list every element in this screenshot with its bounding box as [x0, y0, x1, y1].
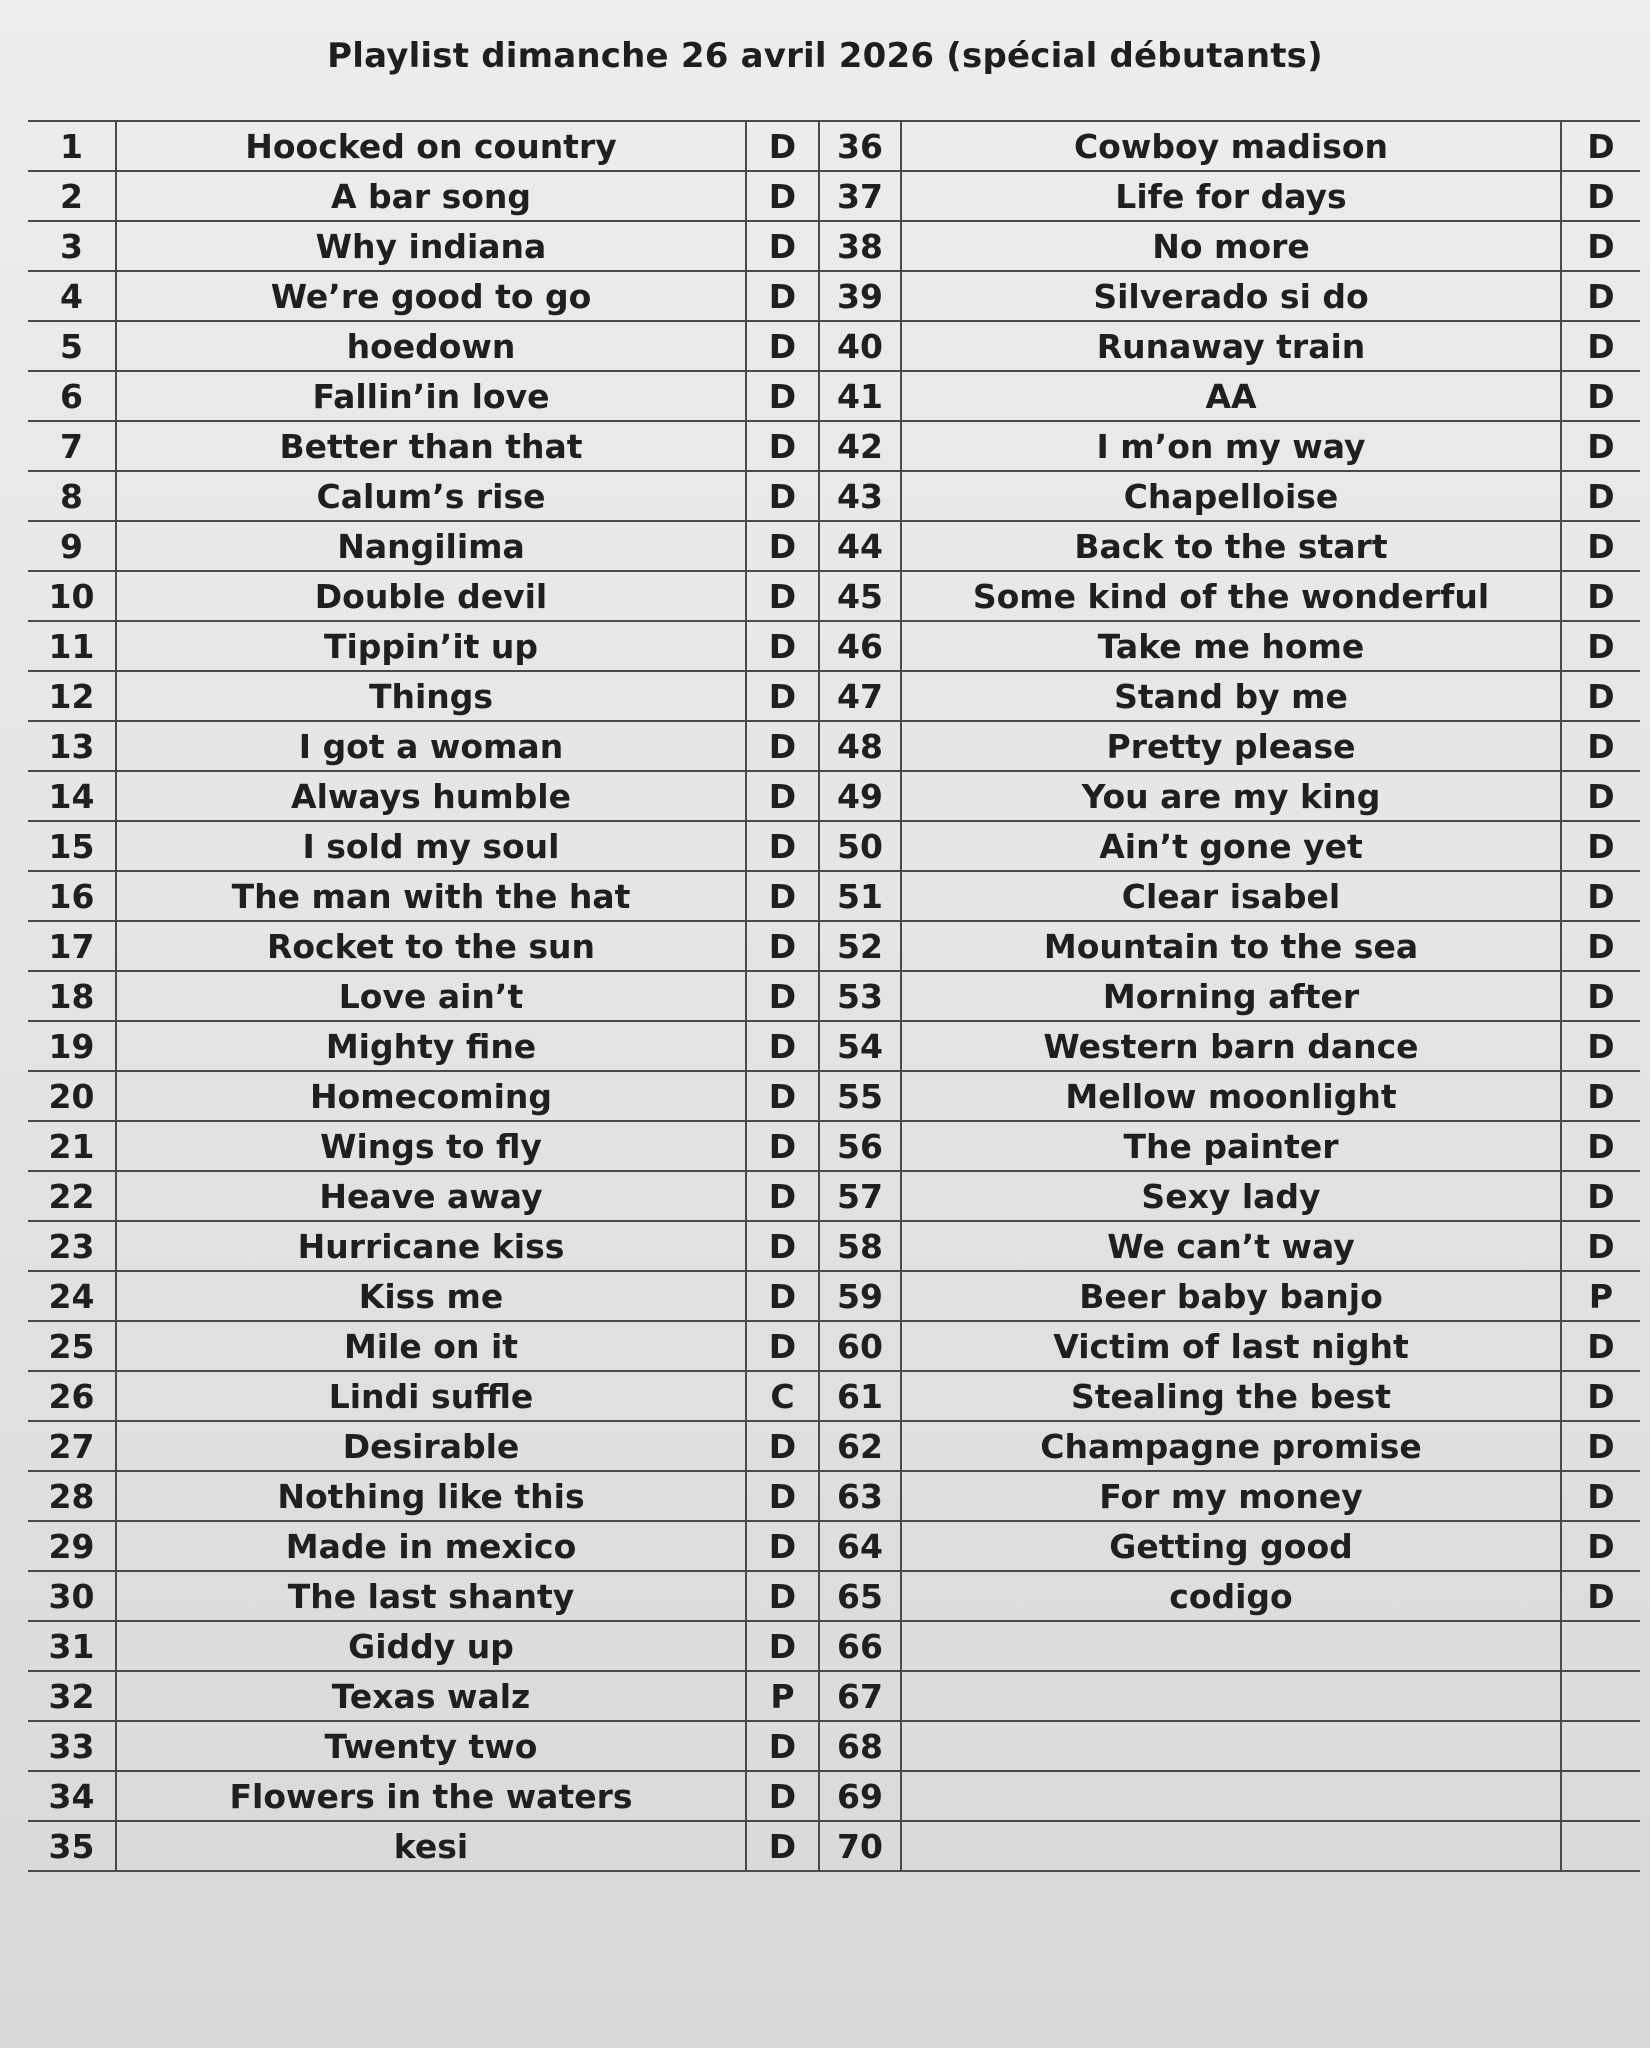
- level-code-left: D: [746, 371, 819, 421]
- table-row: [28, 1621, 1640, 1671]
- song-title-left: I sold my soul: [116, 821, 746, 871]
- song-number-right: 67: [819, 1671, 901, 1721]
- song-title-left: Always humble: [116, 771, 746, 821]
- song-title-left: Twenty two: [116, 1721, 746, 1771]
- table-row: [28, 1121, 1640, 1171]
- song-title-right: Some kind of the wonderful: [901, 571, 1561, 621]
- song-number-right: 46: [819, 621, 901, 671]
- song-number-right: 47: [819, 671, 901, 721]
- song-number-left: 28: [28, 1471, 116, 1521]
- table-row: [28, 371, 1640, 421]
- level-code-left: D: [746, 1821, 819, 1871]
- song-number-left: 18: [28, 971, 116, 1021]
- level-code-left: D: [746, 1221, 819, 1271]
- level-code-left: D: [746, 1621, 819, 1671]
- song-number-left: 25: [28, 1321, 116, 1371]
- song-title-right: [901, 1721, 1561, 1771]
- level-code-right: D: [1561, 571, 1640, 621]
- song-number-right: 61: [819, 1371, 901, 1421]
- song-title-right: The painter: [901, 1121, 1561, 1171]
- level-code-right: D: [1561, 1471, 1640, 1521]
- table-row: [28, 171, 1640, 221]
- level-code-right: D: [1561, 271, 1640, 321]
- table-row: [28, 121, 1640, 171]
- level-code-left: D: [746, 1021, 819, 1071]
- song-number-right: 38: [819, 221, 901, 271]
- level-code-left: D: [746, 1421, 819, 1471]
- table-row: [28, 871, 1640, 921]
- song-title-left: I got a woman: [116, 721, 746, 771]
- song-title-left: Why indiana: [116, 221, 746, 271]
- song-title-right: Life for days: [901, 171, 1561, 221]
- table-row: [28, 771, 1640, 821]
- table-row: [28, 521, 1640, 571]
- song-title-right: Runaway train: [901, 321, 1561, 371]
- level-code-right: D: [1561, 1121, 1640, 1171]
- song-title-left: Hurricane kiss: [116, 1221, 746, 1271]
- song-title-right: Getting good: [901, 1521, 1561, 1571]
- table-row: [28, 1671, 1640, 1721]
- song-number-right: 55: [819, 1071, 901, 1121]
- level-code-right: D: [1561, 1371, 1640, 1421]
- song-number-right: 54: [819, 1021, 901, 1071]
- song-number-left: 15: [28, 821, 116, 871]
- playlist-body: [28, 121, 1640, 1871]
- level-code-left: D: [746, 1171, 819, 1221]
- level-code-right: D: [1561, 471, 1640, 521]
- table-row: [28, 1521, 1640, 1571]
- song-number-left: 1: [28, 121, 116, 171]
- level-code-right: D: [1561, 171, 1640, 221]
- level-code-right: D: [1561, 1571, 1640, 1621]
- song-title-right: I m’on my way: [901, 421, 1561, 471]
- song-title-right: Sexy lady: [901, 1171, 1561, 1221]
- song-number-right: 60: [819, 1321, 901, 1371]
- song-number-left: 7: [28, 421, 116, 471]
- song-number-right: 41: [819, 371, 901, 421]
- level-code-left: D: [746, 1321, 819, 1371]
- level-code-left: D: [746, 621, 819, 671]
- level-code-right: D: [1561, 1521, 1640, 1571]
- song-title-right: You are my king: [901, 771, 1561, 821]
- song-number-right: 69: [819, 1771, 901, 1821]
- song-number-left: 2: [28, 171, 116, 221]
- song-number-right: 36: [819, 121, 901, 171]
- song-title-right: Mountain to the sea: [901, 921, 1561, 971]
- level-code-right: D: [1561, 521, 1640, 571]
- song-number-left: 19: [28, 1021, 116, 1071]
- table-row: [28, 1571, 1640, 1621]
- song-title-right: Take me home: [901, 621, 1561, 671]
- song-title-right: Stealing the best: [901, 1371, 1561, 1421]
- song-title-left: Mighty fine: [116, 1021, 746, 1071]
- song-title-right: No more: [901, 221, 1561, 271]
- song-title-left: Desirable: [116, 1421, 746, 1471]
- song-title-right: Morning after: [901, 971, 1561, 1021]
- level-code-left: P: [746, 1671, 819, 1721]
- table-row: [28, 1271, 1640, 1321]
- song-number-right: 52: [819, 921, 901, 971]
- level-code-left: D: [746, 1721, 819, 1771]
- song-title-right: codigo: [901, 1571, 1561, 1621]
- song-title-right: [901, 1771, 1561, 1821]
- song-number-left: 13: [28, 721, 116, 771]
- level-code-right: [1561, 1671, 1640, 1721]
- song-title-right: Ain’t gone yet: [901, 821, 1561, 871]
- song-title-left: Kiss me: [116, 1271, 746, 1321]
- song-title-right: Back to the start: [901, 521, 1561, 571]
- song-title-left: Hoocked on country: [116, 121, 746, 171]
- table-row: [28, 221, 1640, 271]
- song-number-left: 4: [28, 271, 116, 321]
- song-number-left: 16: [28, 871, 116, 921]
- song-title-right: Champagne promise: [901, 1421, 1561, 1471]
- song-title-left: Made in mexico: [116, 1521, 746, 1571]
- song-title-left: Heave away: [116, 1171, 746, 1221]
- song-number-right: 59: [819, 1271, 901, 1321]
- song-number-right: 48: [819, 721, 901, 771]
- song-number-left: 3: [28, 221, 116, 271]
- level-code-right: D: [1561, 371, 1640, 421]
- level-code-left: D: [746, 1071, 819, 1121]
- table-row: [28, 1071, 1640, 1121]
- level-code-right: D: [1561, 321, 1640, 371]
- table-row: [28, 1221, 1640, 1271]
- song-title-left: Double devil: [116, 571, 746, 621]
- song-number-left: 33: [28, 1721, 116, 1771]
- level-code-left: D: [746, 421, 819, 471]
- song-number-left: 11: [28, 621, 116, 671]
- level-code-right: D: [1561, 221, 1640, 271]
- song-title-left: A bar song: [116, 171, 746, 221]
- song-title-right: For my money: [901, 1471, 1561, 1521]
- level-code-right: P: [1561, 1271, 1640, 1321]
- level-code-left: D: [746, 221, 819, 271]
- table-row: [28, 1471, 1640, 1521]
- level-code-right: D: [1561, 1321, 1640, 1371]
- table-row: [28, 321, 1640, 371]
- song-title-left: The man with the hat: [116, 871, 746, 921]
- table-row: [28, 271, 1640, 321]
- song-number-left: 26: [28, 1371, 116, 1421]
- song-number-right: 57: [819, 1171, 901, 1221]
- table-row: [28, 1421, 1640, 1471]
- song-number-right: 49: [819, 771, 901, 821]
- level-code-left: D: [746, 521, 819, 571]
- level-code-left: D: [746, 1521, 819, 1571]
- song-number-right: 37: [819, 171, 901, 221]
- song-title-left: Rocket to the sun: [116, 921, 746, 971]
- song-number-left: 30: [28, 1571, 116, 1621]
- level-code-left: D: [746, 821, 819, 871]
- song-title-right: Cowboy madison: [901, 121, 1561, 171]
- level-code-right: D: [1561, 121, 1640, 171]
- table-row: [28, 921, 1640, 971]
- table-row: [28, 621, 1640, 671]
- table-row: [28, 1021, 1640, 1071]
- level-code-right: D: [1561, 1171, 1640, 1221]
- song-number-right: 56: [819, 1121, 901, 1171]
- song-number-left: 34: [28, 1771, 116, 1821]
- song-title-right: Stand by me: [901, 671, 1561, 721]
- song-title-right: [901, 1621, 1561, 1671]
- page-title: Playlist dimanche 26 avril 2026 (spécial débutants): [327, 36, 1323, 76]
- level-code-right: [1561, 1721, 1640, 1771]
- level-code-left: D: [746, 1571, 819, 1621]
- level-code-left: D: [746, 721, 819, 771]
- song-title-left: Nangilima: [116, 521, 746, 571]
- level-code-left: D: [746, 771, 819, 821]
- table-row: [28, 971, 1640, 1021]
- level-code-right: [1561, 1621, 1640, 1671]
- song-number-left: 14: [28, 771, 116, 821]
- song-title-left: Wings to fly: [116, 1121, 746, 1171]
- song-number-left: 20: [28, 1071, 116, 1121]
- level-code-left: D: [746, 871, 819, 921]
- song-title-right: [901, 1671, 1561, 1721]
- level-code-left: D: [746, 1121, 819, 1171]
- table-row: [28, 421, 1640, 471]
- song-number-right: 43: [819, 471, 901, 521]
- playlist-table-wrap: [28, 120, 1640, 1872]
- level-code-right: D: [1561, 871, 1640, 921]
- level-code-right: D: [1561, 921, 1640, 971]
- level-code-left: D: [746, 571, 819, 621]
- song-number-right: 50: [819, 821, 901, 871]
- song-title-left: Giddy up: [116, 1621, 746, 1671]
- level-code-right: D: [1561, 1021, 1640, 1071]
- song-title-left: Mile on it: [116, 1321, 746, 1371]
- song-title-right: [901, 1821, 1561, 1871]
- song-number-left: 22: [28, 1171, 116, 1221]
- song-title-right: Chapelloise: [901, 471, 1561, 521]
- level-code-left: D: [746, 921, 819, 971]
- song-number-left: 29: [28, 1521, 116, 1571]
- level-code-right: [1561, 1821, 1640, 1871]
- level-code-left: D: [746, 1271, 819, 1321]
- song-title-left: Love ain’t: [116, 971, 746, 1021]
- table-row: [28, 1171, 1640, 1221]
- level-code-right: D: [1561, 1221, 1640, 1271]
- song-number-left: 9: [28, 521, 116, 571]
- song-title-left: Texas walz: [116, 1671, 746, 1721]
- table-row: [28, 1371, 1640, 1421]
- song-title-left: Flowers in the waters: [116, 1771, 746, 1821]
- song-number-left: 17: [28, 921, 116, 971]
- song-title-left: The last shanty: [116, 1571, 746, 1621]
- level-code-right: D: [1561, 621, 1640, 671]
- table-row: [28, 471, 1640, 521]
- song-title-left: kesi: [116, 1821, 746, 1871]
- level-code-right: D: [1561, 1071, 1640, 1121]
- level-code-right: D: [1561, 971, 1640, 1021]
- song-title-right: Silverado si do: [901, 271, 1561, 321]
- song-number-right: 51: [819, 871, 901, 921]
- table-row: [28, 1721, 1640, 1771]
- song-number-left: 32: [28, 1671, 116, 1721]
- song-number-right: 44: [819, 521, 901, 571]
- song-title-left: hoedown: [116, 321, 746, 371]
- song-number-right: 68: [819, 1721, 901, 1771]
- level-code-left: D: [746, 671, 819, 721]
- level-code-left: D: [746, 321, 819, 371]
- song-number-left: 10: [28, 571, 116, 621]
- song-number-right: 66: [819, 1621, 901, 1671]
- level-code-left: D: [746, 271, 819, 321]
- level-code-right: D: [1561, 771, 1640, 821]
- song-title-left: Calum’s rise: [116, 471, 746, 521]
- song-number-left: 35: [28, 1821, 116, 1871]
- song-number-right: 42: [819, 421, 901, 471]
- level-code-right: [1561, 1771, 1640, 1821]
- level-code-right: D: [1561, 421, 1640, 471]
- song-number-right: 45: [819, 571, 901, 621]
- song-title-right: Mellow moonlight: [901, 1071, 1561, 1121]
- song-title-right: Beer baby banjo: [901, 1271, 1561, 1321]
- song-number-left: 21: [28, 1121, 116, 1171]
- song-title-left: Homecoming: [116, 1071, 746, 1121]
- song-title-right: Pretty please: [901, 721, 1561, 771]
- song-number-left: 12: [28, 671, 116, 721]
- table-row: [28, 1321, 1640, 1371]
- song-number-left: 24: [28, 1271, 116, 1321]
- song-number-right: 39: [819, 271, 901, 321]
- level-code-right: D: [1561, 721, 1640, 771]
- song-number-left: 5: [28, 321, 116, 371]
- song-title-left: Fallin’in love: [116, 371, 746, 421]
- level-code-right: D: [1561, 671, 1640, 721]
- song-title-right: We can’t way: [901, 1221, 1561, 1271]
- playlist-table: [28, 120, 1640, 1872]
- song-title-left: Tippin’it up: [116, 621, 746, 671]
- song-number-right: 70: [819, 1821, 901, 1871]
- song-title-left: Lindi suffle: [116, 1371, 746, 1421]
- song-title-left: Things: [116, 671, 746, 721]
- level-code-left: D: [746, 971, 819, 1021]
- song-title-right: AA: [901, 371, 1561, 421]
- level-code-left: D: [746, 121, 819, 171]
- table-row: [28, 1821, 1640, 1871]
- level-code-left: D: [746, 471, 819, 521]
- song-number-left: 27: [28, 1421, 116, 1471]
- song-number-right: 58: [819, 1221, 901, 1271]
- level-code-left: D: [746, 1471, 819, 1521]
- level-code-right: D: [1561, 1421, 1640, 1471]
- song-number-left: 23: [28, 1221, 116, 1271]
- song-title-right: Clear isabel: [901, 871, 1561, 921]
- song-number-right: 65: [819, 1571, 901, 1621]
- song-number-right: 63: [819, 1471, 901, 1521]
- level-code-left: D: [746, 1771, 819, 1821]
- table-row: [28, 821, 1640, 871]
- song-title-right: Western barn dance: [901, 1021, 1561, 1071]
- table-row: [28, 671, 1640, 721]
- table-row: [28, 1771, 1640, 1821]
- song-title-left: Nothing like this: [116, 1471, 746, 1521]
- song-number-right: 64: [819, 1521, 901, 1571]
- song-number-left: 31: [28, 1621, 116, 1671]
- song-number-left: 6: [28, 371, 116, 421]
- song-number-right: 40: [819, 321, 901, 371]
- level-code-left: D: [746, 171, 819, 221]
- song-title-left: We’re good to go: [116, 271, 746, 321]
- song-title-left: Better than that: [116, 421, 746, 471]
- song-number-right: 53: [819, 971, 901, 1021]
- song-number-left: 8: [28, 471, 116, 521]
- table-row: [28, 721, 1640, 771]
- level-code-left: C: [746, 1371, 819, 1421]
- song-title-right: Victim of last night: [901, 1321, 1561, 1371]
- table-row: [28, 571, 1640, 621]
- level-code-right: D: [1561, 821, 1640, 871]
- song-number-right: 62: [819, 1421, 901, 1471]
